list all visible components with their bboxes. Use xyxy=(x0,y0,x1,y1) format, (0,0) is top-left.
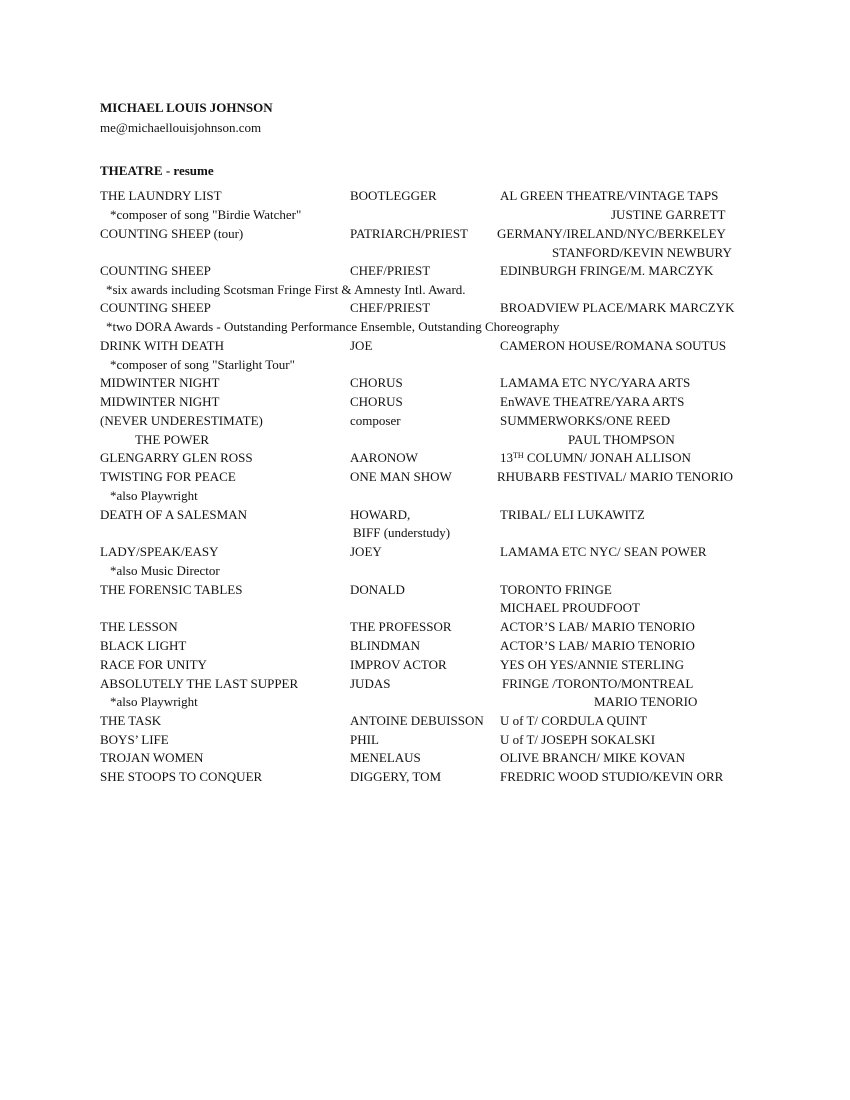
company-continuation: STANFORD/KEVIN NEWBURY xyxy=(552,245,732,260)
production-title: (NEVER UNDERESTIMATE) xyxy=(100,413,263,428)
company-director: GERMANY/IRELAND/NYC/BERKELEY xyxy=(497,226,726,241)
role: DONALD xyxy=(350,582,405,597)
production-title: ABSOLUTELY THE LAST SUPPER xyxy=(100,676,299,691)
role: JUDAS xyxy=(350,676,391,691)
role: BOOTLEGGER xyxy=(350,188,437,203)
production-title: TROJAN WOMEN xyxy=(100,750,204,765)
performer-name: MICHAEL LOUIS JOHNSON xyxy=(100,100,273,115)
company-director: AL GREEN THEATRE/VINTAGE TAPS xyxy=(500,188,719,203)
production-title: BLACK LIGHT xyxy=(100,638,187,653)
company-director: OLIVE BRANCH/ MIKE KOVAN xyxy=(500,750,686,765)
credit-note: *also Playwright xyxy=(110,488,198,503)
company-director: TORONTO FRINGE xyxy=(500,582,612,597)
company-director: LAMAMA ETC NYC/YARA ARTS xyxy=(500,375,691,390)
role: CHEF/PRIEST xyxy=(350,263,431,278)
production-title: TWISTING FOR PEACE xyxy=(100,469,236,484)
role: HOWARD, xyxy=(350,507,411,522)
section-title: THEATRE - resume xyxy=(100,163,214,178)
role: BLINDMAN xyxy=(350,638,421,653)
contact-email: me@michaellouisjohnson.com xyxy=(100,120,262,135)
company-director: RHUBARB FESTIVAL/ MARIO TENORIO xyxy=(497,469,734,484)
credit-note: *six awards including Scotsman Fringe First & Amnesty Intl. Award. xyxy=(106,282,466,297)
company-director: ACTOR’S LAB/ MARIO TENORIO xyxy=(500,638,695,653)
production-title: COUNTING SHEEP xyxy=(100,300,211,315)
role: CHORUS xyxy=(350,375,403,390)
role: PHIL xyxy=(350,732,379,747)
production-title: DRINK WITH DEATH xyxy=(100,338,224,353)
company-continuation: MICHAEL PROUDFOOT xyxy=(500,600,640,615)
company-director: EDINBURGH FRINGE/M. MARCZYK xyxy=(500,263,714,278)
role: THE PROFESSOR xyxy=(350,619,452,634)
role: PATRIARCH/PRIEST xyxy=(350,226,468,241)
company-director: LAMAMA ETC NYC/ SEAN POWER xyxy=(500,544,707,559)
role: DIGGERY, TOM xyxy=(350,769,442,784)
company-director: SUMMERWORKS/ONE REED xyxy=(500,413,671,428)
role: JOEY xyxy=(350,544,382,559)
company-director: CAMERON HOUSE/ROMANA SOUTUS xyxy=(500,338,727,353)
title-continuation: THE POWER xyxy=(135,432,210,447)
role: AARONOW xyxy=(350,450,418,465)
credit-note: *composer of song "Birdie Watcher" xyxy=(110,207,302,222)
company-superscript: TH xyxy=(513,451,524,460)
production-title: DEATH OF A SALESMAN xyxy=(100,507,247,522)
production-title: THE LAUNDRY LIST xyxy=(100,188,222,203)
production-title: BOYS’ LIFE xyxy=(100,732,169,747)
production-title: GLENGARRY GLEN ROSS xyxy=(100,450,253,465)
production-title: THE LESSON xyxy=(100,619,178,634)
credit-note: *also Playwright xyxy=(110,694,198,709)
role: MENELAUS xyxy=(350,750,421,765)
company-director: U of T/ CORDULA QUINT xyxy=(500,713,648,728)
role-continuation: BIFF (understudy) xyxy=(353,525,451,540)
company-director: ACTOR’S LAB/ MARIO TENORIO xyxy=(500,619,695,634)
production-title: RACE FOR UNITY xyxy=(100,657,207,672)
company-director: FREDRIC WOOD STUDIO/KEVIN ORR xyxy=(500,769,724,784)
credit-note: *two DORA Awards - Outstanding Performance Ensemble, Outstanding Choreography xyxy=(106,319,560,334)
company-director xyxy=(500,450,691,466)
company-director: YES OH YES/ANNIE STERLING xyxy=(500,657,685,672)
role: ONE MAN SHOW xyxy=(350,469,452,484)
role: IMPROV ACTOR xyxy=(350,657,447,672)
director-continuation: JUSTINE GARRETT xyxy=(611,207,726,222)
company-director: FRINGE /TORONTO/MONTREAL xyxy=(502,676,694,691)
production-title: COUNTING SHEEP xyxy=(100,263,211,278)
production-title: SHE STOOPS TO CONQUER xyxy=(100,769,263,784)
production-title: COUNTING SHEEP (tour) xyxy=(100,226,244,241)
production-title: LADY/SPEAK/EASY xyxy=(100,544,219,559)
company-director: U of T/ JOSEPH SOKALSKI xyxy=(500,732,656,747)
role: composer xyxy=(350,413,401,428)
company-director: TRIBAL/ ELI LUKAWITZ xyxy=(500,507,645,522)
role: JOE xyxy=(350,338,373,353)
credit-note: *also Music Director xyxy=(110,563,220,578)
credit-note: *composer of song "Starlight Tour" xyxy=(110,357,295,372)
company-name: COLUMN/ JONAH ALLISON xyxy=(523,450,691,465)
production-title: MIDWINTER NIGHT xyxy=(100,375,220,390)
director-continuation: MARIO TENORIO xyxy=(594,694,698,709)
production-title: THE TASK xyxy=(100,713,162,728)
role: CHEF/PRIEST xyxy=(350,300,431,315)
production-title: THE FORENSIC TABLES xyxy=(100,582,243,597)
company-director: EnWAVE THEATRE/YARA ARTS xyxy=(500,394,685,409)
production-title: MIDWINTER NIGHT xyxy=(100,394,220,409)
company-number: 13 xyxy=(500,450,513,465)
company-director: BROADVIEW PLACE/MARK MARCZYK xyxy=(500,300,735,315)
role: CHORUS xyxy=(350,394,403,409)
role: ANTOINE DEBUISSON xyxy=(350,713,484,728)
director-continuation: PAUL THOMPSON xyxy=(568,432,675,447)
